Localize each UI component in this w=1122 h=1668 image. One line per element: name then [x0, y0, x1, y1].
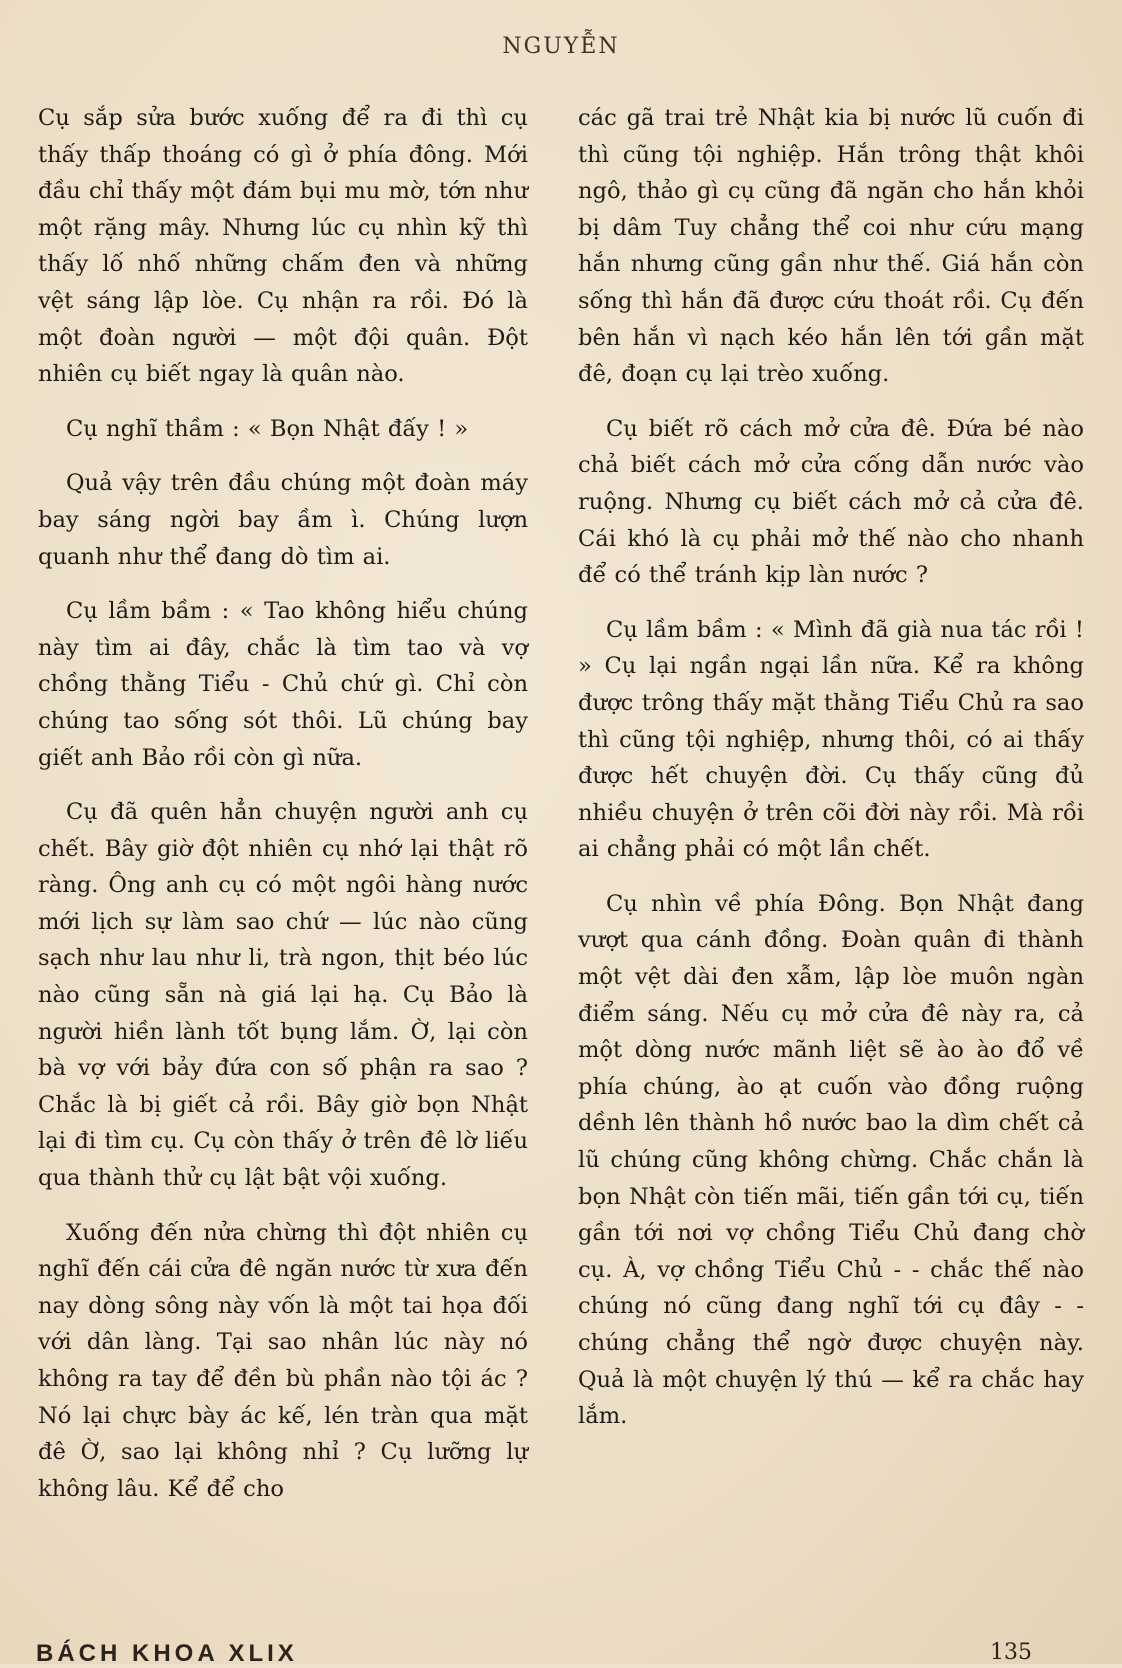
paragraph: Cụ lầm bầm : « Mình đã già nua tác rồi ! » Cụ lại ngần ngại lần nữa. Kể ra không được trông thấy mặt thằng Tiểu Chủ ra sao thì cũng tội nghiệp, nhưng thôi, có ai thấy được hết chuyện đời. Cụ thấy cũng đủ nhiều chuyện ở trên cõi đời này rồi. Mà rồi ai chẳng phải có một lần chết. [578, 616, 1084, 863]
journal-footer: BÁCH KHOA XLIX [36, 1640, 298, 1667]
paragraph: Cụ sắp sửa bước xuống để ra đi thì cụ thấy thấp thoáng có gì ở phía đông. Mới đầu chỉ thấy một đám bụi mu mờ, tớn như một rặng mây. Nhưng lúc cụ nhìn kỹ thì thấy lố nhố những chấm đen và những vệt sáng lập lòe. Cụ nhận ra rồi. Đó là một đoàn người — một đội quân. Đột nhiên cụ biết ngay là quân nào. [38, 105, 528, 388]
page-number: 135 [990, 1640, 1032, 1665]
left-column [38, 100, 528, 1525]
paragraph: Cụ nhìn về phía Đông. Bọn Nhật đang vượt qua cánh đồng. Đoàn quân đi thành một vệt dài đen xẫm, lập lòe muôn ngàn điểm sáng. Nếu cụ mở cửa đê này ra, cả một dòng nước mãnh liệt sẽ ào ào đổ về phía chúng, ào ạt cuốn vào đồng ruộng dềnh lên thành hồ nước bao la dìm chết cả lũ chúng cũng không chừng. Chắc chắn là bọn Nhật còn tiến mãi, tiến gần tới cụ, tiến gần tới nơi vợ chồng Tiểu Chủ đang chờ cụ. À, vợ chồng Tiểu Chủ - - chắc thế nào chúng nó cũng đang nghĩ tới cụ đây - - chúng chẳng thể ngờ được chuyện này. Quả là một chuyện lý thú — kể ra chắc hay lắm. [578, 890, 1084, 1430]
paragraph: Cụ biết rõ cách mở cửa đê. Đứa bé nào chả biết cách mở cửa cống dẫn nước vào ruộng. Nhưng cụ biết cách mở cả cửa đê. Cái khó là cụ phải mở thế nào cho nhanh để có thể tránh kịp làn nước ? [578, 415, 1084, 589]
paragraph: Xuống đến nửa chừng thì đột nhiên cụ nghĩ đến cái cửa đê ngăn nước từ xưa đến nay dòng sông này vốn là một tai họa đối với dân làng. Tại sao nhân lúc này nó không ra tay để đền bù phần nào tội ác ? Nó lại chực bày ác kế, lén tràn qua mặt đê Ờ, sao lại không nhỉ ? Cụ lưỡng lự không lâu. Kể để cho [38, 1219, 528, 1502]
paragraph: Cụ lầm bầm : « Tao không hiểu chúng này tìm ai đây, chắc là tìm tao và vợ chồng thằng Tiểu - Chủ chứ gì. Chỉ còn chúng tao sống sót thôi. Lũ chúng bay giết anh Bảo rồi còn gì nữa. [38, 598, 528, 771]
running-header: NGUYỄN [502, 34, 620, 59]
paragraph: các gã trai trẻ Nhật kia bị nước lũ cuốn đi thì cũng tội nghiệp. Hắn trông thật khôi ngô, thảo gì cụ cũng đã ngăn cho hắn khỏi bị dâm Tuy chẳng thể coi như cứu mạng hắn nhưng cũng gần như thế. Giá hắn còn sống thì hắn đã được cứu thoát rồi. Cụ đến bên hắn vì nạch kéo hắn lên tới gần mặt đê, đoạn cụ lại trèo xuống. [578, 105, 1084, 388]
paragraph: Cụ nghĩ thầm : « Bọn Nhật đấy ! » [66, 415, 469, 442]
right-column [578, 100, 1084, 1453]
paragraph: Cụ đã quên hẳn chuyện người anh cụ chết. Bây giờ đột nhiên cụ nhớ lại thật rõ ràng. Ông anh cụ có một ngôi hàng nước mới lịch sự làm sao chứ — lúc nào cũng sạch như lau như li, trà ngon, thịt béo lúc nào cũng sẵn nà giá lại hạ. Cụ Bảo là người hiền lành tốt bụng lắm. Ờ, lại còn bà vợ với bảy đứa con số phận ra sao ? Chắc là bị giết cả rồi. Bây giờ bọn Nhật lại đi tìm cụ. Cụ còn thấy ở trên đê lờ liếu qua thành thử cụ lật bật vội xuống. [38, 799, 528, 1192]
paragraph: Quả vậy trên đầu chúng một đoàn máy bay sáng ngời bay ầm ì. Chúng lượn quanh như thể đang dò tìm ai. [38, 470, 528, 570]
